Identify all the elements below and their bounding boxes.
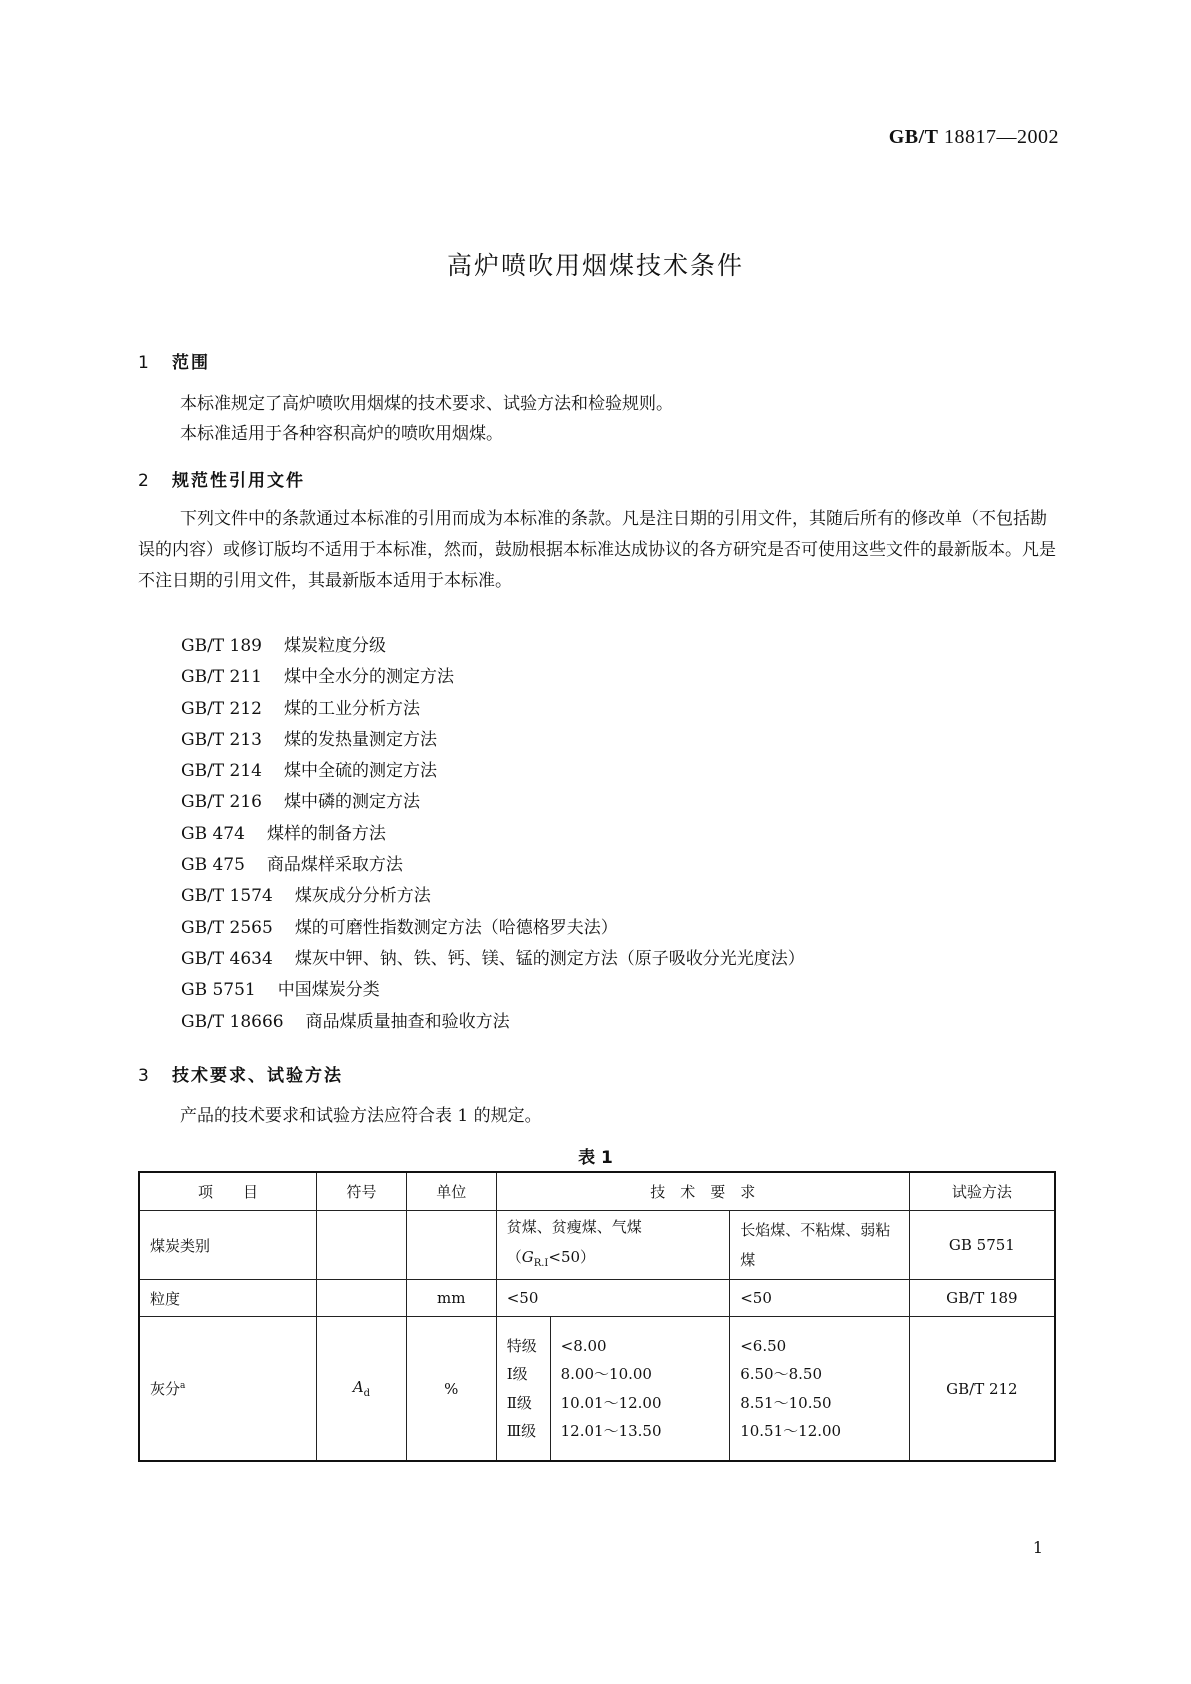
list-item xyxy=(181,694,805,725)
ref-code: GB/T 214 xyxy=(181,761,262,782)
ref-name: 煤的发热量测定方法 xyxy=(284,729,437,750)
ref-name: 商品煤质量抽查和验收方法 xyxy=(305,1011,510,1032)
list-item xyxy=(181,662,805,693)
req-a-line2 xyxy=(507,1242,720,1279)
cell-item: 煤炭类别 xyxy=(139,1211,317,1280)
scope-paragraph-1: 本标准规定了高炉喷吹用烟煤的技术要求、试验方法和检验规则。 xyxy=(180,394,673,414)
grade-value: 8.00～10.00 xyxy=(560,1365,652,1383)
grade-value: 10.51～12.00 xyxy=(740,1422,842,1440)
list-item xyxy=(181,944,805,975)
ash-footnote-mark: a xyxy=(180,1381,186,1391)
ref-name: 煤中全水分的测定方法 xyxy=(284,667,454,688)
list-item xyxy=(181,975,805,1006)
header-test-method: 试验方法 xyxy=(909,1172,1055,1211)
section-2-heading xyxy=(138,466,305,491)
ref-code: GB/T 189 xyxy=(181,636,262,656)
cell-unit: % xyxy=(406,1317,496,1462)
req-a-limit: <50） xyxy=(548,1247,596,1266)
ash-label: 灰分 xyxy=(150,1380,181,1398)
req-a-line1: 贫煤、贫瘦煤、气煤 xyxy=(506,1217,642,1236)
reference-list xyxy=(181,631,805,1038)
grade-value: <8.00 xyxy=(560,1336,607,1355)
standard-prefix: GB/T xyxy=(888,126,939,148)
ref-name: 煤样的制备方法 xyxy=(266,823,386,844)
table-row xyxy=(139,1280,1055,1317)
header-unit: 单位 xyxy=(406,1172,496,1211)
ref-code: GB 474 xyxy=(181,823,245,844)
list-item xyxy=(181,913,805,944)
ref-name: 煤的工业分析方法 xyxy=(284,698,420,719)
cell-values-b xyxy=(730,1317,910,1462)
g-symbol: G xyxy=(521,1247,534,1266)
standard-code xyxy=(889,126,1059,149)
cell-item xyxy=(139,1317,317,1462)
cell-req-a xyxy=(496,1211,730,1280)
standard-number: 18817—2002 xyxy=(944,126,1059,148)
ref-name: 煤中全硫的测定方法 xyxy=(284,761,437,782)
cell-method: GB 5751 xyxy=(909,1211,1055,1280)
list-item xyxy=(181,850,805,881)
scope-paragraph-2: 本标准适用于各种容积高炉的喷吹用烟煤。 xyxy=(180,424,503,444)
g-subscript: R.I xyxy=(533,1257,549,1269)
section-number: 3 xyxy=(138,1066,151,1086)
cell-values-a xyxy=(550,1317,730,1462)
list-item xyxy=(181,1007,805,1038)
section-title: 技术要求、试验方法 xyxy=(172,1066,343,1086)
list-item xyxy=(181,881,805,912)
document-title: 高炉喷吹用烟煤技术条件 xyxy=(446,251,744,280)
ref-name: 煤的可磨性指数测定方法（哈德格罗夫法） xyxy=(294,917,618,938)
table-row xyxy=(139,1317,1055,1462)
section-number: 1 xyxy=(138,353,151,373)
header-requirements: 技 术 要 求 xyxy=(496,1172,909,1211)
list-item xyxy=(181,725,805,756)
list-item xyxy=(181,756,805,787)
refs-intro-paragraph: 下列文件中的条款通过本标准的引用而成为本标准的条款。凡是注日期的引用文件，其随后所有的修改单（不包括勘误的内容）或修订版均不适用于本标准，然而，鼓励根据本标准达成协议的各方研究是否可使用这些文件的最新版本。凡是不注日期的引用文件，其最新版本适用于本标准。 xyxy=(138,509,1056,591)
page-number: 1 xyxy=(1032,1538,1043,1557)
req-a-paren: （ xyxy=(506,1247,522,1266)
grade-label: Ⅱ级 xyxy=(506,1393,532,1412)
ash-symbol: A xyxy=(352,1378,364,1396)
ref-code: GB/T 18666 xyxy=(181,1011,284,1032)
ref-name: 煤中磷的测定方法 xyxy=(284,792,420,813)
cell-req-b: <50 xyxy=(730,1280,910,1317)
section-1-heading xyxy=(138,348,210,373)
section-title: 规范性引用文件 xyxy=(172,471,305,491)
ref-name: 煤炭粒度分级 xyxy=(284,636,386,656)
list-item xyxy=(181,631,805,662)
ref-name: 煤灰成分分析方法 xyxy=(294,886,431,907)
table-header-row xyxy=(139,1172,1055,1211)
cell-symbol xyxy=(317,1317,407,1462)
ref-name: 中国煤炭分类 xyxy=(277,980,380,1001)
table-caption: 表 1 xyxy=(578,1148,613,1168)
cell-req-a: <50 xyxy=(496,1280,730,1317)
cell-item: 粒度 xyxy=(139,1280,317,1317)
grade-label: 特级 xyxy=(506,1336,537,1355)
ref-code: GB 5751 xyxy=(181,980,256,1001)
list-item xyxy=(181,819,805,850)
section-3-heading xyxy=(138,1061,343,1086)
cell-symbol xyxy=(317,1211,407,1280)
cell-method: GB/T 189 xyxy=(909,1280,1055,1317)
cell-unit xyxy=(406,1211,496,1280)
table-row xyxy=(139,1211,1055,1280)
ref-code: GB 475 xyxy=(181,855,245,876)
grade-label: Ⅰ级 xyxy=(506,1365,528,1383)
cell-method: GB/T 212 xyxy=(909,1317,1055,1462)
ref-code: GB/T 2565 xyxy=(181,917,273,938)
section-title: 范围 xyxy=(172,353,210,373)
ref-code: GB/T 4634 xyxy=(181,948,273,969)
list-item xyxy=(181,787,805,818)
header-symbol: 符号 xyxy=(317,1172,407,1211)
grade-value: 6.50～8.50 xyxy=(740,1365,823,1383)
ref-code: GB/T 211 xyxy=(181,667,262,688)
ref-code: GB/T 212 xyxy=(181,698,262,719)
grade-label: Ⅲ级 xyxy=(506,1422,537,1440)
ref-name: 煤灰中钾、钠、铁、钙、镁、锰的测定方法（原子吸收分光光度法） xyxy=(294,948,805,969)
tech-intro-paragraph: 产品的技术要求和试验方法应符合表 1 的规定。 xyxy=(180,1106,542,1126)
ash-symbol-subscript: d xyxy=(363,1388,371,1399)
grade-value: <6.50 xyxy=(740,1336,787,1355)
spec-table xyxy=(138,1171,1056,1462)
header-item: 项 目 xyxy=(139,1172,317,1211)
cell-req-b: 长焰煤、不粘煤、弱粘煤 xyxy=(730,1211,910,1280)
cell-symbol xyxy=(317,1280,407,1317)
grade-value: 10.01～12.00 xyxy=(560,1393,662,1412)
ref-code: GB/T 1574 xyxy=(181,886,273,907)
grade-value: 8.51～10.50 xyxy=(740,1393,832,1412)
ref-code: GB/T 213 xyxy=(181,729,262,750)
cell-unit: mm xyxy=(406,1280,496,1317)
ref-code: GB/T 216 xyxy=(181,792,262,813)
ref-name: 商品煤样采取方法 xyxy=(266,855,403,876)
cell-grades xyxy=(496,1317,550,1462)
section-number: 2 xyxy=(138,471,151,491)
grade-value: 12.01～13.50 xyxy=(560,1422,662,1440)
